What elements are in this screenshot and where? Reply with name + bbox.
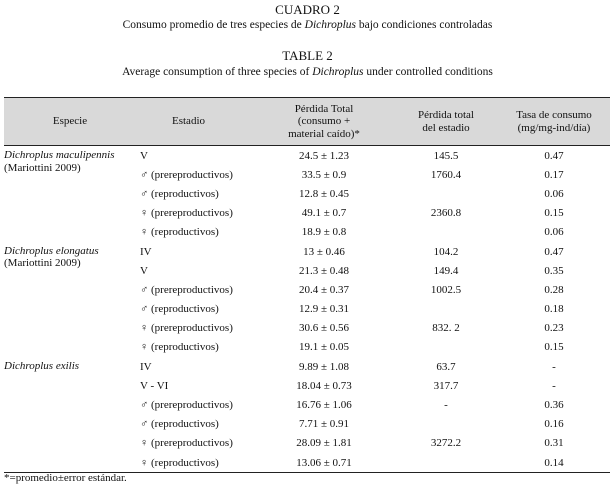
perdida-total-cell: 13 ± 0.46 — [303, 245, 345, 258]
estadio-cell: V - VI — [140, 379, 169, 392]
species-cell-empty — [4, 204, 136, 223]
caption-en-title: TABLE 2 — [282, 48, 333, 63]
estadio-cell: ♀ (prereproductivos) — [140, 207, 233, 220]
perdida-total-cell: 12.8 ± 0.45 — [298, 187, 350, 200]
estadio-cell: ♂ (prereproductivos) — [140, 168, 233, 181]
perdida-total-cell: 49.1 ± 0.7 — [301, 207, 347, 220]
perdida-total-cell: 18.04 ± 0.73 — [296, 379, 352, 392]
caption-es-subtitle-plain: Consumo promedio de tres especies de — [122, 19, 305, 31]
tasa-cell: 0.28 — [544, 283, 564, 296]
estadio-cell: IV — [140, 360, 152, 373]
species-reference: (Mariottini 2009) — [4, 161, 81, 174]
caption-en-subtitle — [0, 66, 615, 79]
perdida-total-cell: 21.3 ± 0.48 — [298, 264, 350, 277]
perdida-total-cell: 18.9 ± 0.8 — [301, 226, 347, 239]
table-row — [4, 319, 610, 338]
species-cell — [4, 357, 136, 395]
species-cell-empty — [4, 300, 136, 319]
caption-en-subtitle-end: under controlled conditions — [363, 66, 493, 78]
tasa-cell: 0.14 — [498, 453, 610, 473]
header-perdida-estadio — [394, 98, 498, 146]
consumption-table — [4, 97, 610, 473]
table-row — [4, 415, 610, 434]
perdida-estadio-cell: 149.4 — [433, 264, 459, 277]
perdida-estadio-cell: 1760.4 — [430, 168, 462, 181]
header-tasa-line2: (mg/mg-ind/día) — [517, 121, 591, 134]
header-row — [4, 98, 610, 146]
estadio-cell: ♀ (prereproductivos) — [140, 437, 233, 450]
perdida-estadio-cell: 1002.5 — [430, 283, 462, 296]
estadio-cell: ♂ (reproductivos) — [140, 303, 219, 316]
table-row — [4, 434, 610, 453]
estadio-cell: ♂ (reproductivos) — [140, 418, 219, 431]
perdida-estadio-cell: 104.2 — [433, 245, 459, 258]
caption-en-subtitle-plain: Average consumption of three species of — [122, 66, 313, 78]
estadio-cell: ♀ (reproductivos) — [136, 453, 254, 473]
species-name: Dichroplus exilis — [4, 360, 80, 373]
species-cell — [4, 146, 136, 185]
estadio-cell: ♂ (prereproductivos) — [140, 399, 233, 412]
perdida-total-cell: 16.76 ± 1.06 — [296, 399, 352, 412]
perdida-estadio-cell — [394, 453, 498, 473]
perdida-total-cell: 13.06 ± 0.71 — [254, 453, 394, 473]
tasa-cell: 0.47 — [544, 149, 564, 162]
table-body — [4, 146, 610, 473]
perdida-estadio-cell: 3272.2 — [430, 437, 462, 450]
perdida-estadio-cell: 145.5 — [433, 149, 459, 162]
perdida-total-cell: 33.5 ± 0.9 — [301, 168, 347, 181]
perdida-estadio-cell — [394, 223, 498, 242]
tasa-cell: 0.17 — [544, 168, 564, 181]
table-row — [4, 357, 610, 376]
estadio-cell: V — [140, 149, 148, 162]
species-cell-empty — [4, 453, 136, 473]
estadio-cell: ♀ (prereproductivos) — [140, 322, 233, 335]
perdida-estadio-cell — [394, 184, 498, 203]
header-tasa-line1: Tasa de consumo — [516, 109, 592, 121]
species-cell-empty — [4, 280, 136, 299]
species-cell-empty — [4, 223, 136, 242]
perdida-total-cell: 30.6 ± 0.56 — [298, 322, 350, 335]
tasa-cell: 0.16 — [544, 418, 564, 431]
caption-es-subtitle-italic: Dichroplus — [304, 19, 356, 31]
tasa-cell: 0.18 — [544, 303, 564, 316]
perdida-total-cell: 24.5 ± 1.23 — [298, 149, 350, 162]
perdida-estadio-cell — [394, 300, 498, 319]
tasa-cell: 0.15 — [544, 341, 564, 354]
table-row — [4, 242, 610, 261]
tasa-cell: 0.23 — [544, 322, 564, 335]
species-cell-empty — [4, 415, 136, 434]
tasa-cell: 0.47 — [544, 245, 564, 258]
table-row — [4, 338, 610, 357]
perdida-total-cell: 20.4 ± 0.37 — [298, 283, 350, 296]
perdida-estadio-cell: 2360.8 — [430, 207, 462, 220]
consumption-table-wrapper — [4, 97, 610, 473]
species-name: Dichroplus elongatus — [4, 244, 99, 257]
perdida-total-cell: 28.09 ± 1.81 — [296, 437, 352, 450]
caption-es-subtitle — [0, 19, 615, 32]
table-row — [4, 204, 610, 223]
tasa-cell: 0.06 — [544, 187, 564, 200]
estadio-cell: ♂ (prereproductivos) — [140, 283, 233, 296]
tasa-cell: 0.36 — [544, 399, 564, 412]
tasa-cell: 0.35 — [544, 264, 564, 277]
tasa-cell: - — [552, 379, 556, 392]
species-reference: (Mariottini 2009) — [4, 257, 81, 270]
perdida-estadio-cell: 832. 2 — [432, 322, 460, 335]
header-tasa — [498, 98, 610, 146]
table-row — [4, 146, 610, 166]
table-header — [4, 98, 610, 146]
perdida-estadio-cell: - — [444, 399, 448, 412]
caption-es-subtitle-end: bajo condiciones controladas — [356, 19, 493, 31]
estadio-cell: ♀ (reproductivos) — [140, 341, 219, 354]
table-row — [4, 184, 610, 203]
header-perdida-total-line1: Pérdida Total — [294, 102, 354, 115]
tasa-cell: 0.15 — [544, 207, 564, 220]
table-row — [4, 395, 610, 414]
species-cell-empty — [4, 395, 136, 414]
perdida-estadio-cell: 317.7 — [433, 379, 459, 392]
tasa-cell: 0.06 — [544, 226, 564, 239]
caption-en-subtitle-italic: Dichroplus — [312, 66, 364, 78]
caption-es-title: CUADRO 2 — [275, 2, 340, 17]
header-perdida-estadio-line2: del estadio — [422, 121, 470, 134]
perdida-estadio-cell — [394, 415, 498, 434]
tasa-cell: 0.31 — [544, 437, 564, 450]
species-cell-empty — [4, 319, 136, 338]
species-cell-empty — [4, 338, 136, 357]
perdida-estadio-cell — [394, 338, 498, 357]
species-cell-empty — [4, 184, 136, 203]
perdida-total-cell: 9.89 ± 1.08 — [298, 360, 350, 373]
estadio-cell: ♀ (reproductivos) — [140, 226, 219, 239]
perdida-estadio-cell: 63.7 — [436, 360, 456, 373]
estadio-cell: IV — [140, 245, 152, 258]
perdida-total-cell: 7.71 ± 0.91 — [298, 418, 350, 431]
header-perdida-total — [254, 98, 394, 146]
estadio-cell: V — [140, 264, 148, 277]
header-perdida-total-line3: material caído)* — [288, 127, 360, 140]
header-perdida-total-line2: (consumo + — [297, 115, 351, 128]
species-cell-empty — [4, 434, 136, 453]
species-name: Dichroplus maculipennis — [4, 149, 115, 161]
header-estadio: Estadio — [136, 98, 254, 146]
table-row — [4, 453, 610, 473]
table-row — [4, 280, 610, 299]
header-especie: Especie — [4, 98, 136, 146]
header-perdida-estadio-line1: Pérdida total — [418, 109, 474, 121]
footnote: *=promedio±error estándar. — [4, 472, 127, 484]
perdida-total-cell: 19.1 ± 0.05 — [298, 341, 350, 354]
table-row — [4, 300, 610, 319]
estadio-cell: ♂ (reproductivos) — [140, 187, 219, 200]
table-row — [4, 223, 610, 242]
tasa-cell: - — [552, 360, 556, 373]
perdida-total-cell: 12.9 ± 0.31 — [298, 303, 350, 316]
species-cell — [4, 242, 136, 280]
